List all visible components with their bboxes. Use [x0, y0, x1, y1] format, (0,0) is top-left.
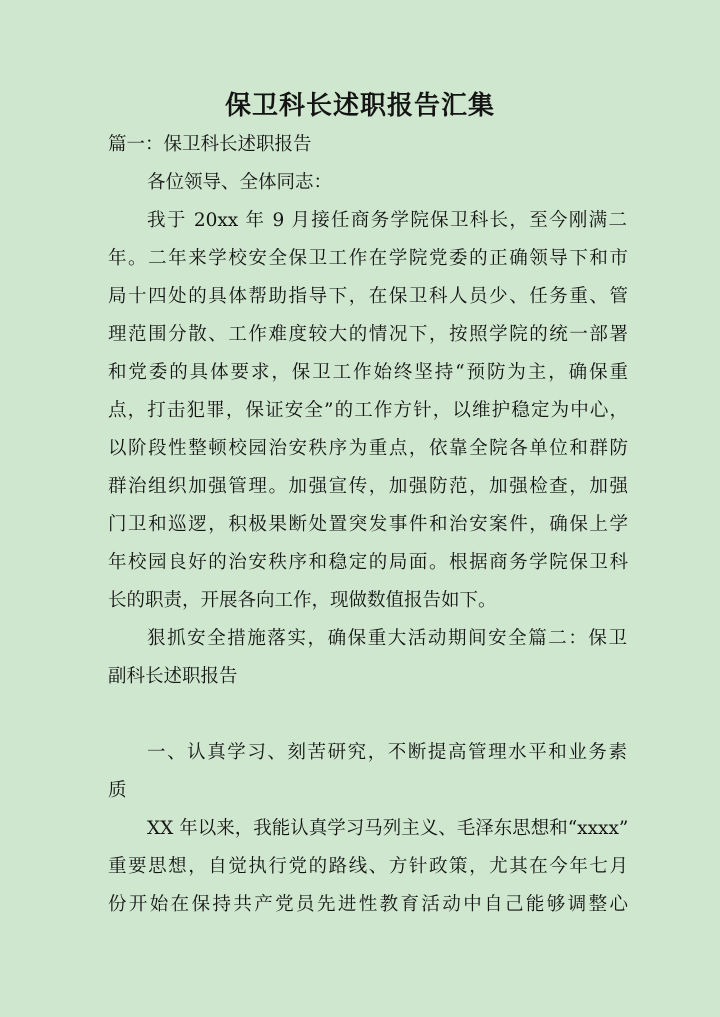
- paragraph-line: XX 年以来，我能认真学习马列主义、毛泽东思想和“xxxx”: [147, 818, 629, 839]
- paragraph-line: 局十四处的具体帮助指导下，在保卫科人员少、任务重、管: [108, 286, 628, 307]
- paragraph-line: 和党委的具体要求，保卫工作始终坚持“预防为主，确保重: [108, 362, 628, 383]
- document-title: 保卫科长述职报告汇集: [224, 91, 495, 121]
- paragraph-line: 门卫和巡逻，积极果断处置突发事件和治安案件，确保上学: [108, 514, 628, 535]
- section-heading-2: 副科长述职报告: [108, 666, 238, 687]
- paragraph-line: 点，打击犯罪，保证安全”的工作方针，以维护稳定为中心，: [108, 400, 628, 421]
- paragraph-line: 重要思想，自觉执行党的路线、方针政策，尤其在今年七月: [108, 856, 628, 877]
- paragraph-line: 我于 20xx 年 9 月接任商务学院保卫科长，至今刚满二: [147, 210, 627, 231]
- section-heading-1: 篇一：保卫科长述职报告: [108, 134, 312, 155]
- paragraph-line: 长的职责，开展各向工作，现做数值报告如下。: [108, 590, 497, 611]
- paragraph-line: 群治组织加强管理。加强宣传，加强防范，加强检查，加强: [108, 476, 628, 497]
- paragraph-line: 理范围分散、工作难度较大的情况下，按照学院的统一部署: [108, 324, 628, 345]
- paragraph-line: 年。二年来学校安全保卫工作在学院党委的正确领导下和市: [108, 248, 628, 269]
- salutation: 各位领导、全体同志：: [147, 172, 333, 193]
- paragraph-line: 份开始在保持共产党员先进性教育活动中自己能够调整心: [108, 894, 628, 915]
- paragraph-line: 狠抓安全措施落实，确保重大活动期间安全篇二：保卫: [147, 628, 627, 649]
- paragraph-line: 年校园良好的治安秩序和稳定的局面。根据商务学院保卫科: [108, 552, 628, 573]
- subsection-heading: 一、认真学习、刻苦研究，不断提高管理水平和业务素: [147, 742, 627, 763]
- paragraph-line: 以阶段性整顿校园治安秩序为重点，依靠全院各单位和群防: [108, 438, 628, 459]
- subsection-heading-end: 质: [108, 780, 127, 801]
